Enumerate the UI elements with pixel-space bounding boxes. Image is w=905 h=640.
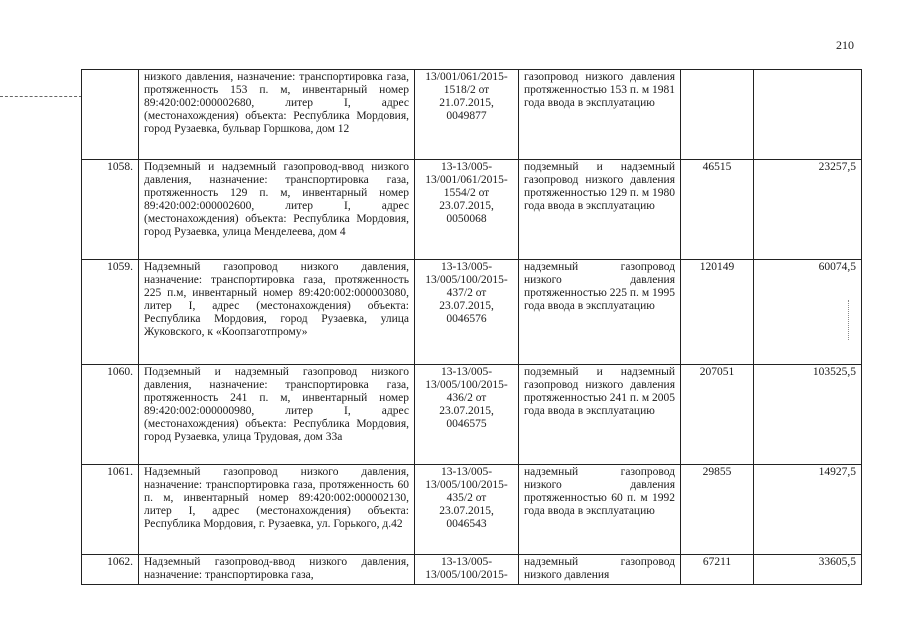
residual-value-text: 103525,5 [812, 366, 856, 378]
row-number-cell [82, 365, 139, 465]
registration-record-text: 13/001/061/2015- 1518/2 от 21.07.2015, 0049877 [425, 71, 508, 122]
object-characteristics-text: надземный газопровод низкого давления протяженностью 60 п. м 1992 года ввода в эксплуатацию [524, 466, 675, 517]
row-number-text: 1058. [107, 161, 133, 173]
book-value-cell [681, 70, 754, 160]
registration-record-cell [415, 160, 519, 260]
row-number-text: 1062. [107, 556, 133, 568]
object-characteristics-cell [519, 160, 681, 260]
object-characteristics-text: надземный газопровод низкого давления протяженностью 225 п. м 1995 года ввода в эксплуатацию [524, 261, 675, 312]
registration-record-text: 13-13/005- 13/005/100/2015- 435/2 от 23.07.2015, 0046543 [425, 466, 508, 530]
registration-record-text: 13-13/005- 13/005/100/2015- [425, 556, 508, 581]
table-row [82, 70, 862, 160]
table-row [82, 260, 862, 365]
object-characteristics-cell [519, 365, 681, 465]
book-value-cell [681, 465, 754, 555]
registration-record-cell [415, 260, 519, 365]
residual-value-cell [754, 365, 862, 465]
object-characteristics-text: газопровод низкого давления протяженностью 153 п. м 1981 года ввода в эксплуатацию [524, 71, 675, 109]
object-description-cell [139, 465, 415, 555]
residual-value-cell [754, 70, 862, 160]
object-description-text: Надземный газопровод-ввод низкого давления, назначение: транспортировка газа, [144, 556, 409, 581]
residual-value-cell [754, 260, 862, 365]
residual-value-text: 23257,5 [818, 161, 856, 173]
object-description-cell [139, 160, 415, 260]
object-characteristics-text: надземный газопровод низкого давления [524, 556, 675, 581]
page-number: 210 [836, 38, 854, 52]
object-description-text: Надземный газопровод низкого давления, назначение: транспортировка газа, протяженность 225 п.м, инвентарный номер 89:420:002:000003080, литер I, адрес (местонахождения) объекта: Республика Мордовия, город Рузаевка, улица Жуковского, к «Коопзаготпрому» [144, 261, 409, 338]
residual-value-text: 33605,5 [818, 556, 856, 568]
object-description-cell [139, 70, 415, 160]
residual-value-cell [754, 555, 862, 585]
object-description-text: Подземный и надземный газопровод низкого давления, назначение: транспортировка газа, протяженность 241 п. м, инвентарный номер 89:420:002:000000980, литер I, адрес (местонахождения) объекта: Республика Мордовия, город Рузаевка, улица Трудовая, дом 33а [144, 366, 409, 443]
object-characteristics-cell [519, 70, 681, 160]
object-characteristics-text: подземный и надземный газопровод низкого давления протяженностью 241 п. м 2005 года ввода в эксплуатацию [524, 366, 675, 417]
table-row [82, 465, 862, 555]
object-characteristics-cell [519, 465, 681, 555]
book-value-cell [681, 555, 754, 585]
table-row [82, 555, 862, 585]
object-description-text: Надземный газопровод низкого давления, назначение: транспортировка газа, протяженность 60 п. м, инвентарный номер 89:420:002:000002130, литер I, адрес (местонахождения) объекта: Республика Мордовия, г. Рузаевка, ул. Горького, д.42 [144, 466, 409, 530]
row-number-text: 1059. [107, 261, 133, 273]
object-characteristics-cell [519, 555, 681, 585]
object-description-cell [139, 365, 415, 465]
registration-record-text: 13-13/005- 13/005/100/2015- 436/2 от 23.07.2015, 0046575 [425, 366, 508, 430]
table-row [82, 365, 862, 465]
book-value-text: 46515 [702, 161, 732, 173]
object-characteristics-cell [519, 260, 681, 365]
row-number-cell [82, 465, 139, 555]
residual-value-text: 60074,5 [818, 261, 856, 273]
residual-value-cell [754, 465, 862, 555]
book-value-cell [681, 260, 754, 365]
registry-table-body [82, 70, 862, 585]
residual-value-cell [754, 160, 862, 260]
object-description-text: низкого давления, назначение: транспортировка газа, протяженность 153 п. м, инвентарный номер 89:420:002:000002680, литер I, адрес (местонахождения) объекта: Республика Мордовия, город Рузаевка, бульвар Горшкова, дом 12 [144, 71, 409, 135]
registration-record-cell [415, 465, 519, 555]
book-value-text: 67211 [702, 556, 732, 568]
row-number-cell [82, 260, 139, 365]
scan-artifact-line [0, 96, 82, 97]
table-row [82, 160, 862, 260]
object-description-cell [139, 555, 415, 585]
residual-value-text: 14927,5 [818, 466, 856, 478]
registration-record-cell [415, 70, 519, 160]
registration-record-cell [415, 555, 519, 585]
row-number-text: 1060. [107, 366, 133, 378]
object-characteristics-text: подземный и надземный газопровод низкого давления протяженностью 129 п. м 1980 года ввода в эксплуатацию [524, 161, 675, 212]
book-value-text: 120149 [699, 261, 735, 273]
row-number-cell [82, 160, 139, 260]
book-value-cell [681, 160, 754, 260]
row-number-text: 1061. [107, 466, 133, 478]
row-number-cell [82, 70, 139, 160]
book-value-text: 207051 [699, 366, 735, 378]
registration-record-text: 13-13/005- 13/001/061/2015- 1554/2 от 23.07.2015, 0050068 [425, 161, 508, 225]
registration-record-cell [415, 365, 519, 465]
property-registry-table [81, 69, 862, 585]
book-value-cell [681, 365, 754, 465]
object-description-cell [139, 260, 415, 365]
registration-record-text: 13-13/005- 13/005/100/2015- 437/2 от 23.07.2015, 0046576 [425, 261, 508, 325]
object-description-text: Подземный и надземный газопровод-ввод низкого давления, назначение: транспортировка газа, протяженность 129 п. м, инвентарный номер 89:420:002:000002600, литер I, адрес (местонахождения) объекта: Республика Мордовия, город Рузаевка, улица Менделеева, дом 4 [144, 161, 409, 238]
book-value-text: 29855 [702, 466, 732, 478]
row-number-cell [82, 555, 139, 585]
